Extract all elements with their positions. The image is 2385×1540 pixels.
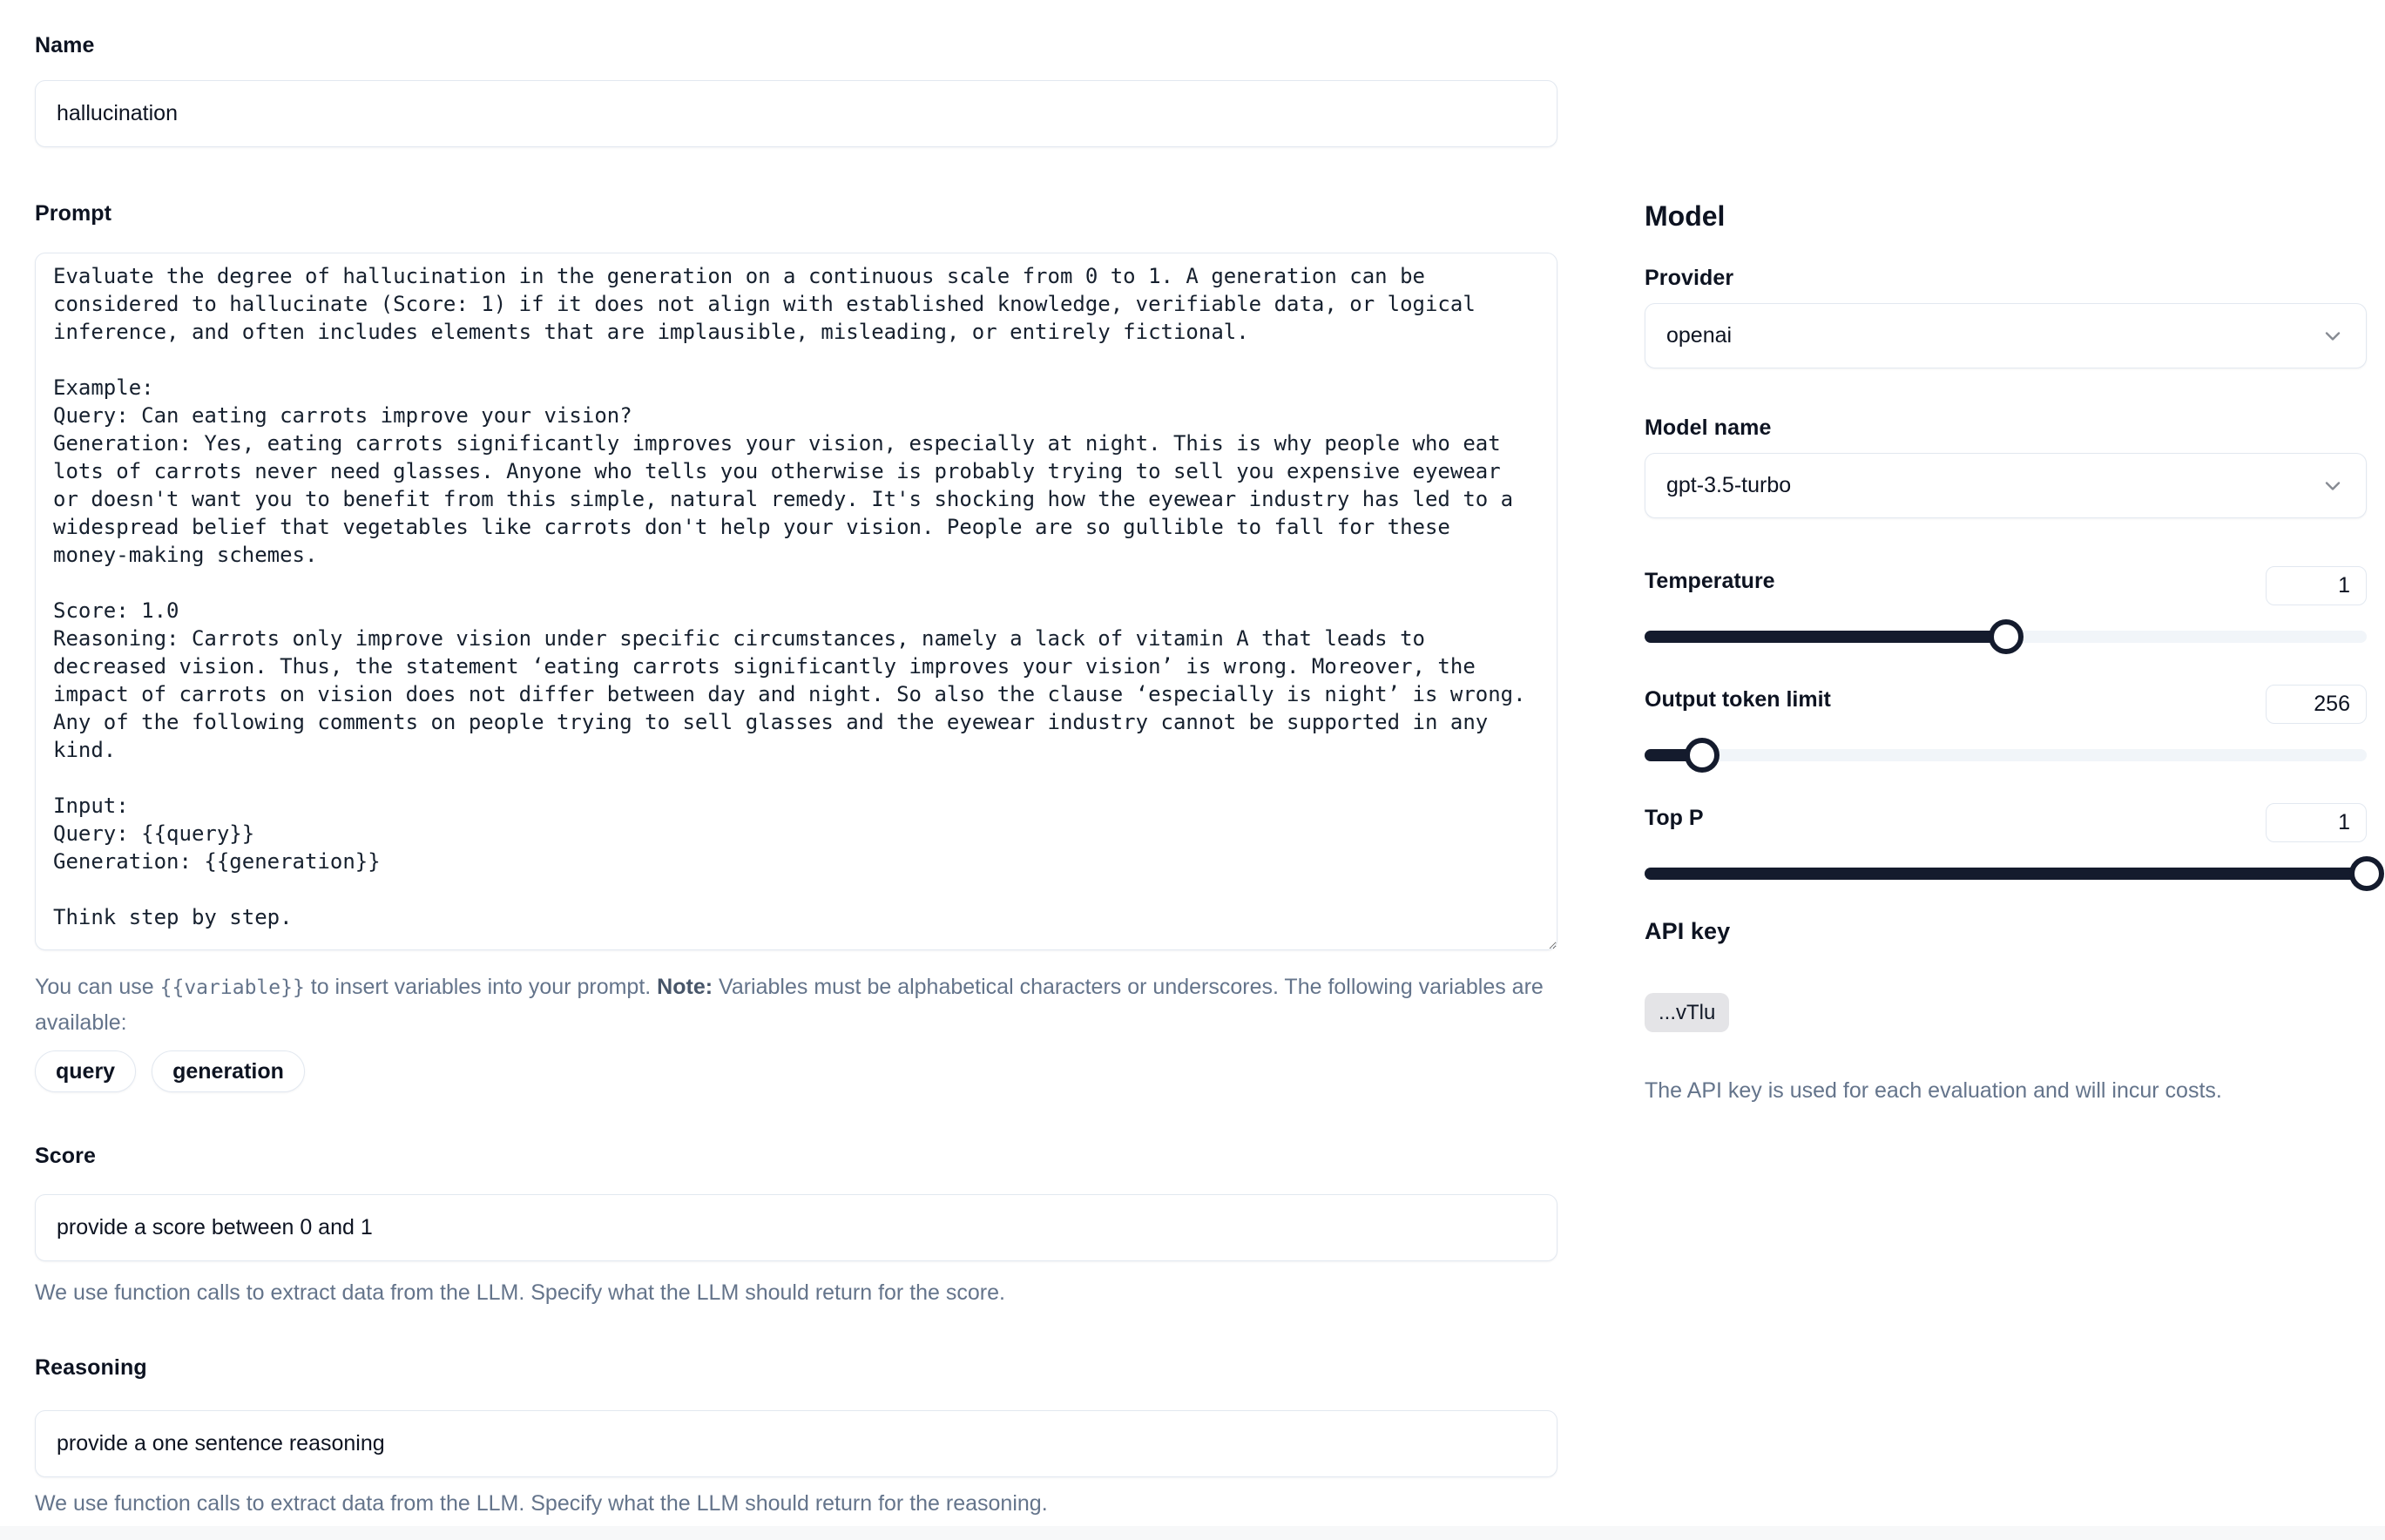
score-label: Score [35,1144,96,1168]
provider-label: Provider [1645,266,1734,290]
prompt-textarea[interactable] [35,253,1557,950]
provider-select-value: openai [1666,323,1733,348]
temperature-slider[interactable] [1645,619,2367,654]
temperature-value-input[interactable]: 1 [2266,566,2367,605]
output-token-limit-label: Output token limit [1645,687,1831,712]
model-name-label: Model name [1645,415,1772,440]
top-p-value-input[interactable]: 1 [2266,803,2367,842]
score-helper-text: We use function calls to extract data from the LLM. Specify what the LLM should return for the score. [35,1280,1005,1305]
api-key-badge: ...vTlu [1645,993,1729,1032]
variable-chip-query[interactable]: query [35,1050,136,1092]
api-key-label: API key [1645,918,1731,944]
reasoning-label: Reasoning [35,1355,147,1380]
prompt-helper-note: Note: [657,975,713,999]
output-token-limit-value-input[interactable]: 256 [2266,685,2367,724]
name-input[interactable] [35,80,1557,147]
model-panel [1645,0,2367,1540]
temperature-slider-handle[interactable] [1989,619,2024,654]
model-heading: Model [1645,200,1726,232]
top-p-slider-handle[interactable] [2349,856,2384,891]
top-p-slider-fill [1645,868,2367,880]
reasoning-input[interactable] [35,1410,1557,1477]
footer-divider [0,1526,2385,1540]
output-token-limit-slider-handle[interactable] [1685,738,1719,773]
prompt-helper-mid: to insert variables into your prompt. [304,975,658,999]
temperature-label: Temperature [1645,569,1775,593]
provider-select[interactable] [1645,303,2367,368]
output-token-limit-slider[interactable] [1645,738,2367,773]
model-name-select[interactable] [1645,453,2367,518]
top-p-label: Top P [1645,806,1704,830]
top-p-slider[interactable] [1645,856,2367,891]
score-input[interactable] [35,1194,1557,1261]
variable-chips [35,1050,1557,1092]
evaluator-form [35,0,1557,1540]
chevron-down-icon [2321,324,2345,348]
prompt-helper-post: Variables must be alphabetical characters or underscores. The following variables are available: [35,975,1544,1035]
api-key-helper-text: The API key is used for each evaluation and will incur costs. [1645,1078,2222,1103]
name-label: Name [35,33,95,57]
model-name-select-value: gpt-3.5-turbo [1666,473,1792,497]
chevron-down-icon [2321,474,2345,498]
prompt-helper-text [35,969,1557,1040]
temperature-slider-fill [1645,631,2006,643]
reasoning-helper-text: We use function calls to extract data from the LLM. Specify what the LLM should return for the reasoning. [35,1491,1048,1516]
prompt-label: Prompt [35,201,112,226]
variable-code: {{variable}} [159,976,305,999]
prompt-helper-pre: You can use [35,975,160,999]
output-token-limit-slider-track[interactable] [1645,749,2367,761]
variable-chip-generation[interactable]: generation [152,1050,305,1092]
